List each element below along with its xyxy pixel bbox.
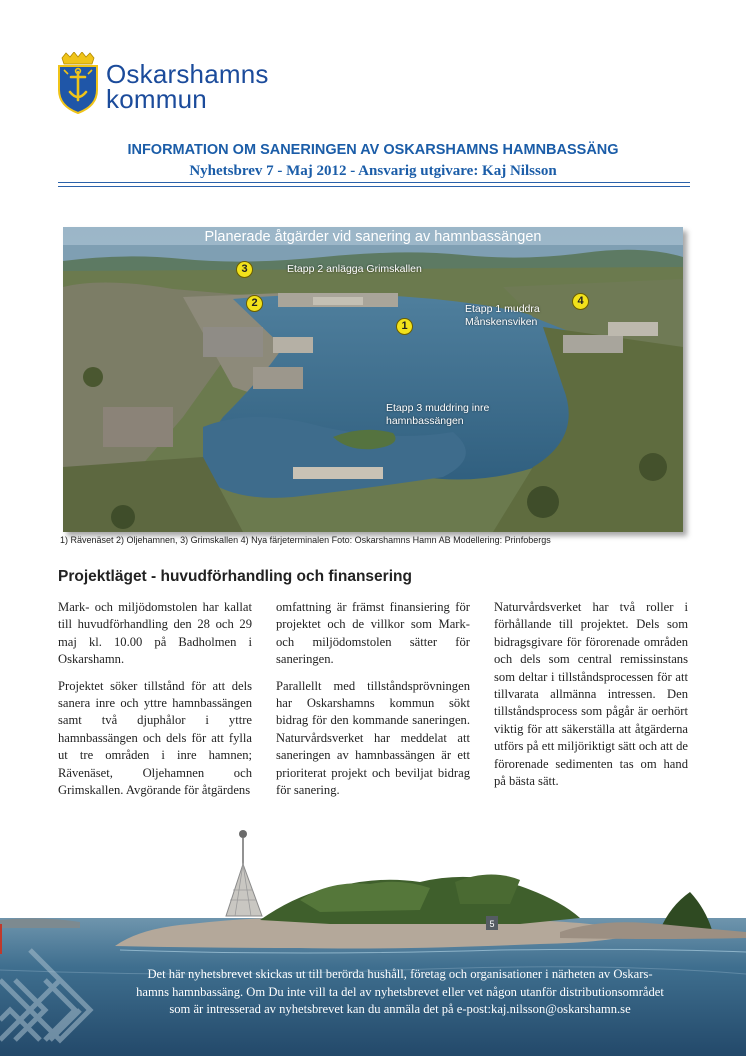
- photo-caption: 1) Rävenäset 2) Oljehamnen, 3) Grimskallen 4) Nya färjeterminalen Foto: Oskarshamns Hamn AB Modellering: Prinfobergs: [60, 535, 551, 545]
- paragraph: Parallellt med tillståndsprövningen har Oskarshamns kommun sökt bidrag för den kommande saneringen. Naturvårdsverket har meddelat att saneringen av hamnbassängen är ett prioriterat projekt och beviljat bidrag för sanering.: [276, 678, 470, 798]
- footer-notice: [80, 966, 720, 1019]
- annotation-etapp-1-line1: Etapp 1 muddra: [465, 303, 540, 315]
- coat-of-arms-icon: [56, 52, 100, 114]
- annotation-etapp-2: Etapp 2 anlägga Grimskallen: [287, 263, 422, 275]
- paragraph: Naturvårdsverket har två roller i förhållande till projektet. Dels som bidragsgivare för förorenade områden och dels som central remissinstans som deltar i tillståndsprocessen för att tillvarata allmänna intressen. Den tillståndsprocess som pågår är oerhört viktig för att säkerställa att åtgärderna utförs på ett miljöriktigt sätt och att de förorenade sedimenten tas om hand på bästa sätt.: [494, 600, 688, 789]
- photo-marker-1: 1: [396, 318, 413, 335]
- header-rule-bottom: [58, 186, 690, 187]
- footer-line-2: hamns hamnbassäng. Om Du inte vill ta del av nyhetsbrevet eller vet någon utanför distributionsområdet: [136, 984, 664, 999]
- annotation-etapp-1-line2: Månskensviken: [465, 316, 538, 328]
- article-heading: Projektläget - huvudförhandling och finansering: [58, 568, 412, 585]
- photo-marker-3: 3: [236, 261, 253, 278]
- annotation-etapp-3-line2: hamnbassängen: [386, 415, 464, 427]
- footer-line-1: Det här nyhetsbrevet skickas ut till berörda hushåll, företag och organisationer i närheten av Oskars-: [147, 967, 653, 981]
- org-name-line1: Oskarshamns: [106, 59, 269, 89]
- annotation-etapp-3: [386, 402, 489, 428]
- footer-line-3: som är intresserad av nyhetsbrevet kan du anmäla det på e-post:kaj.nilsson@oskarshamn.se: [169, 1002, 631, 1017]
- paragraph: omfattning är främst finansiering för projektet och de villkor som Mark- och miljödomstolen sätter för saneringen.: [276, 600, 470, 667]
- header-rule-top: [58, 182, 690, 183]
- article-column-1: [58, 599, 252, 808]
- footer-island-scene: [0, 820, 746, 1056]
- org-name: [106, 59, 269, 114]
- annotation-etapp-3-line1: Etapp 3 muddring inre: [386, 402, 490, 414]
- paragraph: Projektet söker tillstånd för att dels sanera inre och yttre hamnbassängen samt två djuphålor i yttre hamnbassängen och dels för att fylla ut tre områden i inre hamnen; Rävenäset, Oljehamnen och Grimskallen. Avgörande för åtgärdens: [58, 678, 252, 798]
- org-name-line2: kommun: [106, 84, 207, 114]
- photo-marker-2: 2: [246, 295, 263, 312]
- paragraph: Mark- och miljödomstolen har kallat till huvudförhandling den 28 och 29 maj kl. 10.00 på Badholmen i Oskarshamn.: [58, 600, 252, 667]
- annotation-etapp-1: [465, 303, 540, 329]
- aerial-harbour-photo: [63, 227, 683, 532]
- newsletter-title: INFORMATION OM SANERINGEN AV OSKARSHAMNS HAMNBASSÄNG: [127, 142, 619, 158]
- island-sign: 5: [489, 919, 495, 929]
- photo-title: Planerade åtgärder vid sanering av hamnbassängen: [204, 229, 542, 245]
- photo-marker-4: 4: [572, 293, 589, 310]
- article-column-3: [494, 599, 688, 799]
- article-column-2: [276, 599, 470, 808]
- newsletter-subtitle: Nyhetsbrev 7 - Maj 2012 - Ansvarig utgivare: Kaj Nilsson: [189, 163, 557, 179]
